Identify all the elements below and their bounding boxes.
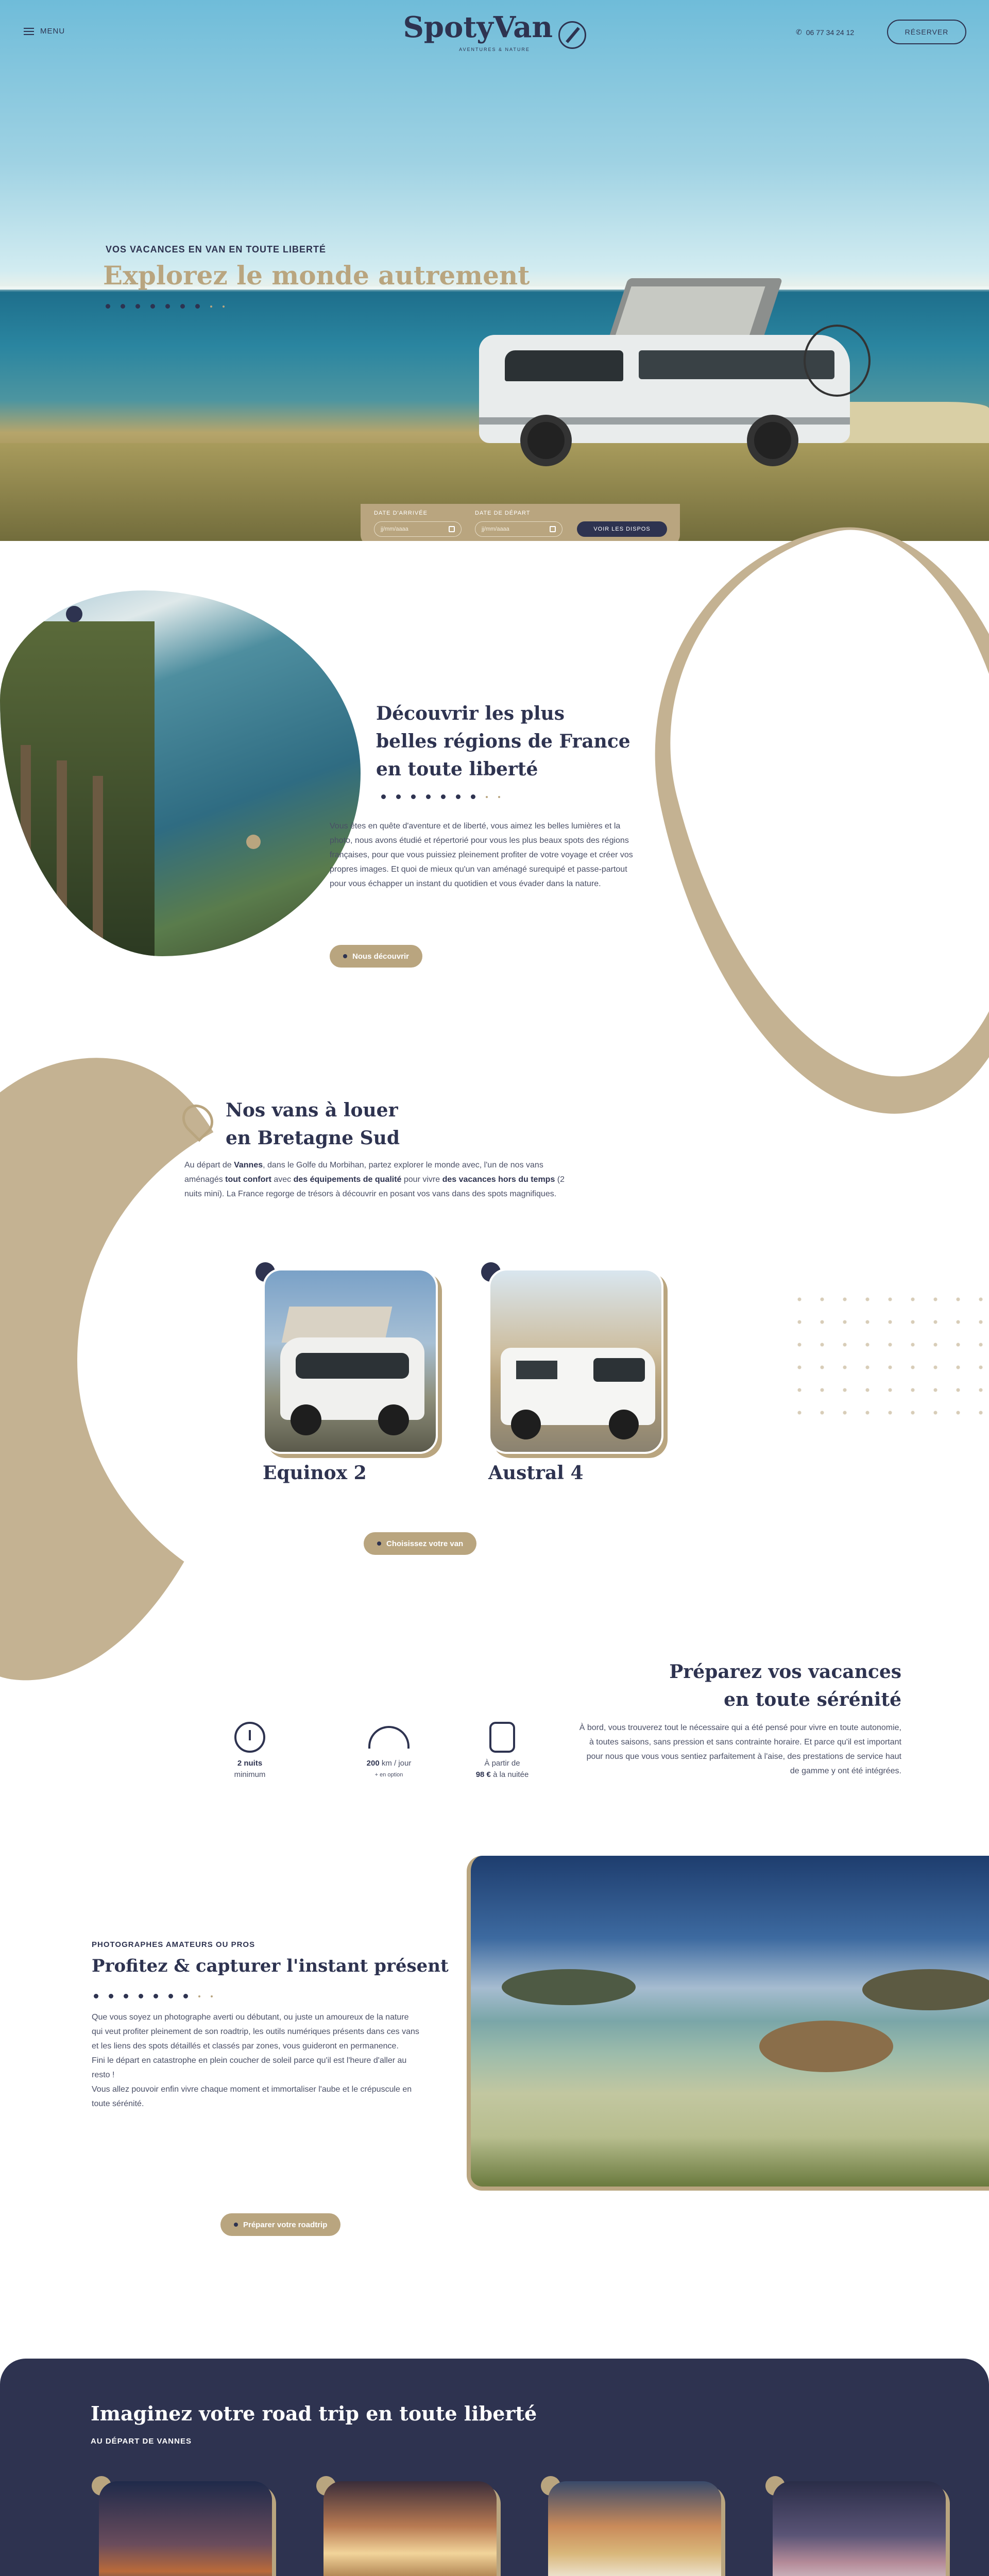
calendar-icon bbox=[449, 526, 455, 532]
discover-title-line: belles régions de France bbox=[376, 731, 630, 752]
vans-intro-comfort: tout confort bbox=[225, 1175, 271, 1184]
feature-prefix: À partir de bbox=[484, 1759, 520, 1768]
destination-card-auvergne[interactable] bbox=[323, 2481, 497, 2576]
photo-paragraph: Vous allez pouvoir enfin vivre chaque moment et immortaliser l'aube et le crépuscule en toute sérénité. bbox=[92, 2085, 412, 2108]
van-card-austral[interactable] bbox=[488, 1268, 663, 1454]
hero-title: Explorez le monde autrement bbox=[103, 260, 530, 291]
roadtrip-title: Imaginez votre road trip en toute liberté bbox=[91, 2402, 537, 2425]
roadtrip-subtitle: AU DÉPART DE VANNES bbox=[91, 2437, 192, 2446]
hero-dots bbox=[106, 304, 225, 309]
feature-value: 98 € bbox=[475, 1770, 491, 1779]
photo-dots bbox=[94, 1994, 213, 1998]
discover-button[interactable] bbox=[330, 945, 422, 968]
bullet-icon bbox=[377, 1541, 381, 1546]
feature-label: km / jour bbox=[381, 1759, 412, 1768]
vans-intro-text: avec bbox=[271, 1175, 294, 1184]
compass-icon bbox=[558, 21, 586, 49]
feature-price bbox=[464, 1722, 541, 1781]
van-card-equinox[interactable] bbox=[263, 1268, 438, 1454]
photo-title: Profitez & capturer l'instant présent bbox=[92, 1956, 449, 1976]
vans-title-line: Nos vans à louer bbox=[226, 1099, 398, 1121]
vans-title-line: en Bretagne Sud bbox=[226, 1127, 400, 1149]
photo-body bbox=[92, 2010, 421, 2111]
end-date-input[interactable] bbox=[475, 521, 562, 537]
hero bbox=[0, 0, 989, 541]
discover-dots bbox=[381, 794, 500, 799]
site-logo[interactable] bbox=[391, 10, 598, 52]
destination-card-creuse[interactable] bbox=[773, 2481, 946, 2576]
menu-label: MENU bbox=[40, 27, 65, 36]
header-phone[interactable] bbox=[796, 28, 854, 37]
prepare-roadtrip-label: Préparer votre roadtrip bbox=[243, 2220, 328, 2229]
discover-body: Vous êtes en quête d'aventure et de liberté, vous aimez les belles lumières et la photo, nous avons étudié et répertorié pour vous les plus beaux spots des régions françaises, pour que vous puissiez pleinement profiter de votre voyage et créer vos propres images. Et quoi de mieux qu'un van aménagé surequipé et passe-partout pour vous échapper un instant du quotidien et vous évader dans la nature. bbox=[330, 822, 633, 888]
coast-image bbox=[0, 590, 361, 956]
check-availability-button[interactable]: VOIR LES DISPOS bbox=[577, 521, 667, 537]
discover-title bbox=[376, 700, 630, 783]
hamburger-icon bbox=[24, 28, 34, 35]
bullet-icon bbox=[343, 954, 347, 958]
speedometer-icon bbox=[368, 1726, 410, 1749]
calendar-icon bbox=[550, 526, 556, 532]
vans-intro bbox=[184, 1158, 566, 1201]
feature-note: + en option bbox=[374, 1772, 403, 1778]
prepare-title-line: Préparez vos vacances bbox=[669, 1661, 901, 1683]
clock-icon bbox=[234, 1722, 265, 1753]
logo-text: SpotyVan bbox=[403, 10, 553, 44]
phone-icon: ✆ bbox=[796, 28, 802, 36]
photo-paragraph: Fini le départ en catastrophe en plein coucher de soleil parce qu'il est l'heure d'aller au resto ! bbox=[92, 2056, 407, 2079]
prepare-title-line: en toute sérénité bbox=[724, 1689, 901, 1710]
start-date-input[interactable] bbox=[374, 521, 462, 537]
discover-button-label: Nous découvrir bbox=[352, 952, 410, 961]
menu-button[interactable] bbox=[24, 27, 65, 36]
vans-intro-duration: des vacances hors du temps bbox=[442, 1175, 555, 1184]
feature-value: 2 nuits bbox=[237, 1759, 263, 1768]
site-header bbox=[0, 0, 989, 57]
vans-intro-text: pour vivre bbox=[401, 1175, 442, 1184]
discover-title-line: Découvrir les plus bbox=[376, 703, 565, 724]
start-date-placeholder: jj/mm/aaaa bbox=[381, 526, 408, 532]
decor-dot bbox=[246, 835, 261, 849]
beach-image bbox=[467, 1856, 989, 2191]
end-date-label: DATE DE DÉPART bbox=[475, 510, 531, 516]
coins-icon bbox=[489, 1722, 515, 1753]
photo-paragraph: Que vous soyez un photographe averti ou débutant, ou juste un amoureux de la nature qui veut profiter pleinement de son roadtrip, les outils numériques présents dans ces vans et les liens des spots détaillés et classés par zones, vous guideront en permanence. bbox=[92, 2013, 419, 2050]
feature-value: 200 bbox=[366, 1759, 380, 1768]
discover-title-line: en toute liberté bbox=[376, 758, 538, 780]
feature-min-nights bbox=[216, 1722, 283, 1781]
vans-intro-equipment: des équipements de qualité bbox=[293, 1175, 402, 1184]
vans-intro-text: , dans le Golfe du Morbihan, partez explorer le monde avec, l'un de nos vans aménagés bbox=[184, 1161, 543, 1184]
van-name[interactable]: Austral 4 bbox=[488, 1462, 584, 1484]
bullet-icon bbox=[234, 2223, 238, 2227]
logo-tagline: AVENTURES & NATURE bbox=[459, 46, 530, 52]
dot-pattern bbox=[788, 1288, 989, 1427]
prepare-title bbox=[567, 1658, 901, 1714]
hero-kicker: VOS VACANCES EN VAN EN TOUTE LIBERTÉ bbox=[106, 244, 327, 255]
end-date-placeholder: jj/mm/aaaa bbox=[482, 526, 509, 532]
destination-card-bretagne[interactable] bbox=[99, 2481, 272, 2576]
availability-search bbox=[361, 504, 680, 541]
vans-title bbox=[226, 1096, 400, 1152]
prepare-body: À bord, vous trouverez tout le nécessaire qui a été pensé pour vivre en toute autonomie, à toutes saisons, sans pression et sans contrainte horaire. Et parce qu'il est important pour nous que vous vous sentiez parfaitement à l'aise, des prestations de service haut de gamme y ont été intégrées. bbox=[579, 1723, 901, 1775]
reserve-button[interactable]: RÉSERVER bbox=[887, 20, 966, 44]
choose-van-button[interactable] bbox=[364, 1532, 476, 1555]
phone-number: 06 77 34 24 12 bbox=[806, 28, 855, 37]
feature-label: à la nuitée bbox=[493, 1770, 529, 1779]
vans-intro-city: Vannes bbox=[234, 1161, 263, 1170]
feature-label: minimum bbox=[234, 1770, 266, 1779]
decor-dot bbox=[66, 606, 82, 622]
van-illustration bbox=[474, 278, 896, 474]
vans-intro-text: Au départ de bbox=[184, 1161, 234, 1170]
prepare-roadtrip-button[interactable] bbox=[220, 2213, 340, 2236]
vans-intro-text: (2 nuits mini). La France regorge de trésors à découvrir en posant vos vans dans des spots magnifiques. bbox=[184, 1175, 565, 1198]
photo-kicker: PHOTOGRAPHES AMATEURS OU PROS bbox=[92, 1940, 255, 1949]
van-name[interactable]: Equinox 2 bbox=[263, 1462, 367, 1484]
start-date-label: DATE D'ARRIVÉE bbox=[374, 510, 428, 516]
choose-van-label: Choisissez votre van bbox=[386, 1539, 464, 1548]
feature-km-per-day bbox=[350, 1722, 428, 1781]
destination-card-normandie[interactable] bbox=[548, 2481, 721, 2576]
